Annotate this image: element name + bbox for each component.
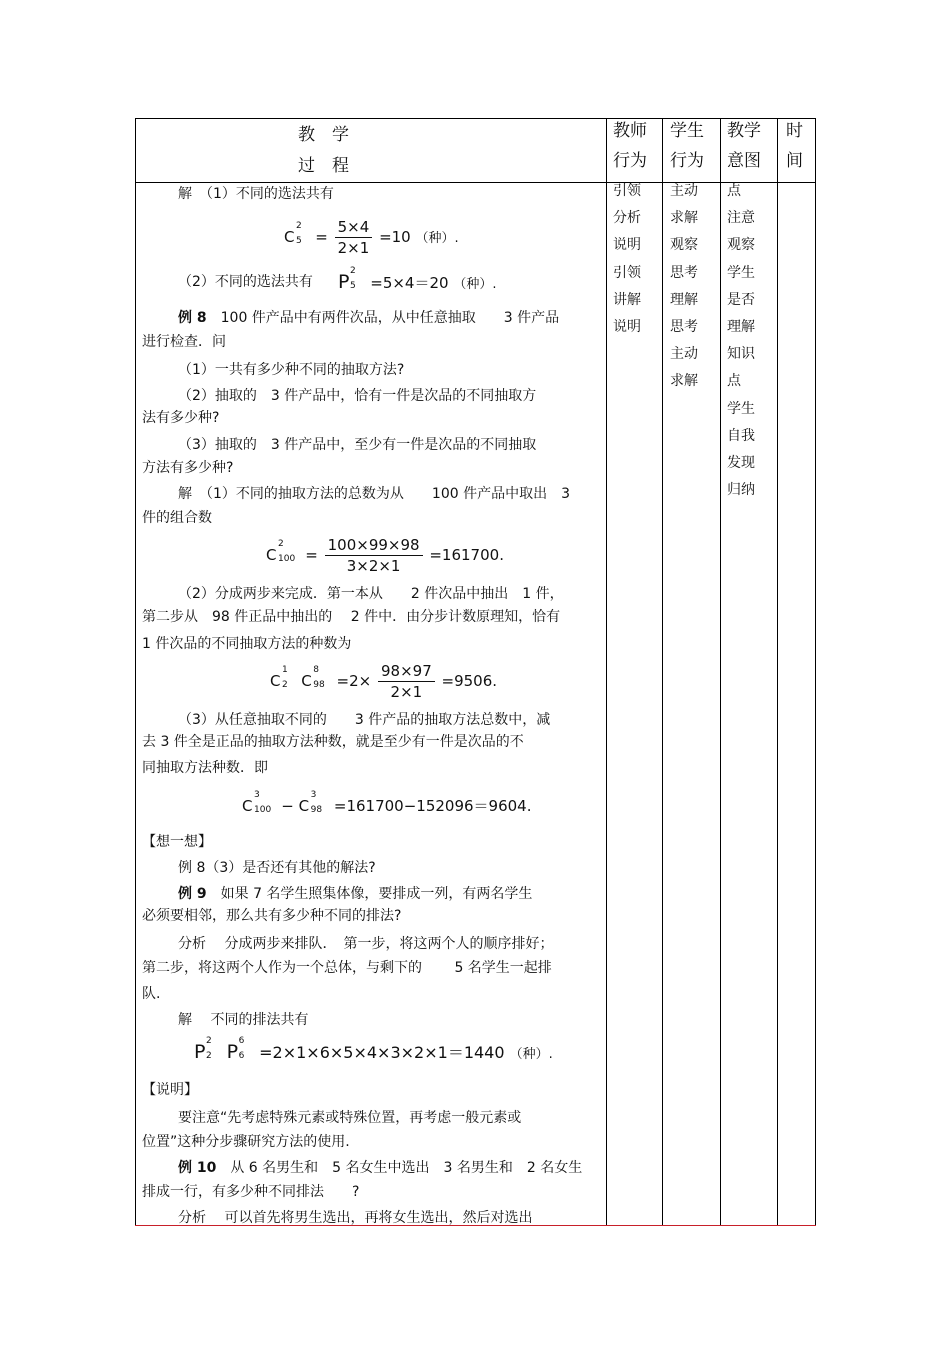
text-line: （3）抽取的 3 件产品中，至少有一件是次品的不同抽取 bbox=[178, 437, 537, 453]
text-line: （2）不同的选法共有 bbox=[178, 274, 313, 290]
intent-item: 注意 bbox=[727, 210, 755, 227]
text-line: 队. bbox=[142, 986, 161, 1002]
permutation-symbol: P 2 5 bbox=[338, 266, 356, 293]
header-intent-line2: 意图 bbox=[727, 151, 761, 171]
fraction: $\frac{5\times 4}{2\times 1}$ bbox=[335, 218, 373, 257]
text-line: （1）一共有多少种不同的抽取方法? bbox=[178, 362, 405, 378]
intent-item: 学生 bbox=[727, 400, 755, 417]
header-student-line2: 行为 bbox=[670, 151, 704, 171]
formula-c-2-1-c-98-8: C 1 2 C 8 98 =2× $\frac{98\times 97}{2\times 1}$ =9506. bbox=[270, 662, 498, 701]
column-divider bbox=[720, 119, 721, 1225]
intent-item: 理解 bbox=[727, 319, 755, 336]
column-divider bbox=[606, 119, 607, 1225]
intent-item: 是否 bbox=[727, 291, 755, 308]
student-item: 思考 bbox=[670, 264, 698, 281]
formula-c-100-2: C 2 100 = $\frac{100\times 99\times 98}{3\times 2\times 1}$ =161700. bbox=[266, 536, 504, 575]
text-line: 分析 分成两步来排队． 第一步，将这两个人的顺序排好； bbox=[178, 936, 554, 952]
text-line: 位置”这种分步骤研究方法的使用. bbox=[142, 1134, 350, 1150]
text-line: 要注意“先考虑特殊元素或特殊位置，再考虑一般元素或 bbox=[178, 1110, 522, 1126]
student-item: 求解 bbox=[670, 373, 698, 390]
teacher-item: 引领 bbox=[613, 264, 641, 281]
text-line: （2）分成两步来完成．第一本从 2 件次品中抽出 1 件， bbox=[178, 586, 564, 602]
combination-symbol: C 2 5 bbox=[284, 221, 302, 246]
formula-p-2-2-p-6-6: P 2 2 P 6 6 =2×1×6×5×4×3×2×1＝1440 （种）. bbox=[194, 1036, 553, 1063]
student-item: 观察 bbox=[670, 237, 698, 254]
header-divider bbox=[136, 182, 815, 183]
intent-item: 点 bbox=[727, 373, 741, 390]
text-line: 排成一行，有多少种不同排法 ? bbox=[142, 1184, 360, 1200]
example-9-line: 例 9 如果 7 名学生照集体像，要排成一列，有两名学生 bbox=[178, 886, 533, 902]
text-line: 去 3 件全是正品的抽取方法种数，就是至少有一件是次品的不 bbox=[142, 734, 524, 750]
formula-c-100-3-minus-c-98-3: C 3 100 − C 3 98 =161700−152096＝9604. bbox=[242, 790, 532, 815]
combination-symbol: C 1 2 bbox=[270, 665, 288, 690]
intent-item: 归纳 bbox=[727, 482, 755, 499]
teaching-intent-column bbox=[727, 178, 767, 504]
text-line: 解 不同的排法共有 bbox=[178, 1012, 309, 1028]
note-heading: 【说明】 bbox=[142, 1082, 198, 1098]
column-divider bbox=[777, 119, 778, 1225]
example-8-line: 例 8 100 件产品中有两件次品，从中任意抽取 3 件产品 bbox=[178, 310, 560, 326]
header-time-line1: 时 bbox=[786, 121, 803, 141]
text-line: 第二步，将这两个人作为一个总体，与剩下的 5 名学生一起排 bbox=[142, 960, 552, 976]
text-line: 解 （1）不同的抽取方法的总数为从 100 件产品中取出 3 bbox=[178, 486, 570, 502]
header-intent-line1: 教学 bbox=[727, 121, 761, 141]
combination-symbol: C 3 100 bbox=[242, 790, 272, 815]
text-line: 法有多少种? bbox=[142, 410, 220, 426]
example-10-line: 例 10 从 6 名男生和 5 名女生中选出 3 名男生和 2 名女生 bbox=[178, 1160, 583, 1176]
text-line: 解 （1）不同的选法共有 bbox=[178, 186, 334, 202]
student-behavior-column bbox=[670, 178, 710, 396]
student-item: 主动 bbox=[670, 346, 698, 363]
intent-item: 观察 bbox=[727, 237, 755, 254]
think-heading: 【想一想】 bbox=[142, 834, 212, 850]
header-student-line1: 学生 bbox=[670, 121, 704, 141]
student-item: 理解 bbox=[670, 291, 698, 308]
column-divider bbox=[662, 119, 663, 1225]
text-line: （3）从任意抽取不同的 3 件产品的抽取方法总数中，减 bbox=[178, 712, 551, 728]
text-line: 进行检查．问 bbox=[142, 334, 226, 350]
combination-symbol: C 8 98 bbox=[301, 665, 325, 690]
student-item: 求解 bbox=[670, 210, 698, 227]
combination-symbol: C 3 98 bbox=[298, 790, 323, 815]
student-item: 思考 bbox=[670, 319, 698, 336]
intent-item: 学生 bbox=[727, 264, 755, 281]
teacher-item: 说明 bbox=[613, 237, 641, 254]
teacher-item: 讲解 bbox=[613, 291, 641, 308]
teacher-item: 分析 bbox=[613, 210, 641, 227]
header-teacher-line2: 行为 bbox=[613, 151, 647, 171]
permutation-symbol: P 6 6 bbox=[226, 1036, 245, 1063]
intent-item: 点 bbox=[727, 183, 741, 199]
text-line: 1 件次品的不同抽取方法的种数为 bbox=[142, 636, 352, 652]
header-teacher-line1: 教师 bbox=[613, 121, 647, 141]
formula-p-5-2: P 2 5 =5×4＝20 （种）. bbox=[338, 266, 497, 293]
teacher-item: 说明 bbox=[613, 319, 641, 336]
intent-item: 知识 bbox=[727, 346, 755, 363]
text-line: 必须要相邻，那么共有多少种不同的排法? bbox=[142, 908, 402, 924]
student-item: 主动 bbox=[670, 183, 698, 199]
text-line: 分析 可以首先将男生选出，再将女生选出，然后对选出 bbox=[178, 1210, 533, 1226]
permutation-symbol: P 2 2 bbox=[194, 1036, 212, 1063]
intent-item: 自我 bbox=[727, 427, 755, 444]
formula-c-5-2: C 2 5 = $\frac{5\times 4}{2\times 1}$ =10 （种）. bbox=[284, 218, 459, 257]
text-line: 方法有多少种? bbox=[142, 460, 234, 476]
text-line: （2）抽取的 3 件产品中，恰有一件是次品的不同抽取方 bbox=[178, 388, 537, 404]
text-line: 第二步从 98 件正品中抽出的 2 件中．由分步计数原理知，恰有 bbox=[142, 609, 561, 625]
header-process-line2: 过 程 bbox=[298, 156, 349, 176]
text-line: 例 8（3）是否还有其他的解法? bbox=[178, 860, 376, 876]
teacher-item: 引领 bbox=[613, 183, 641, 199]
teacher-behavior-column bbox=[613, 178, 653, 341]
combination-symbol: C 2 100 bbox=[266, 539, 296, 564]
intent-item: 发现 bbox=[727, 455, 755, 472]
fraction: $\frac{100\times 99\times 98}{3\times 2\times 1}$ bbox=[325, 536, 423, 575]
text-line: 件的组合数 bbox=[142, 510, 212, 526]
header-time-line2: 间 bbox=[786, 151, 803, 171]
header-process-line1: 教 学 bbox=[298, 125, 349, 145]
fraction: $\frac{98\times 97}{2\times 1}$ bbox=[378, 662, 435, 701]
text-line: 同抽取方法种数．即 bbox=[142, 760, 268, 776]
